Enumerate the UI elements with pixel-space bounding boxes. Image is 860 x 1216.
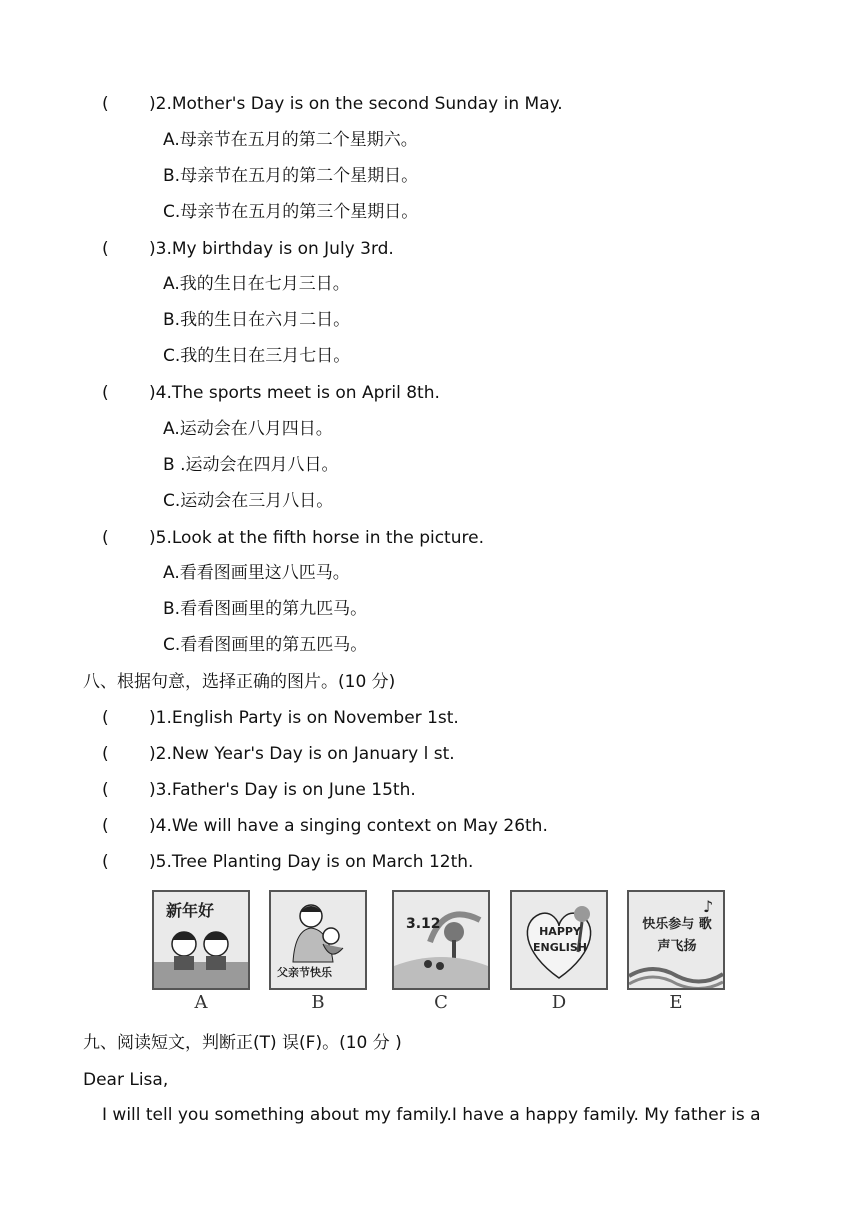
option-c: C.运动会在三月八日。	[163, 491, 334, 511]
answer-blank[interactable]: (	[102, 708, 109, 728]
picture-b-letter: B	[311, 992, 325, 1013]
question-text: )5.Tree Planting Day is on March 12th.	[149, 852, 474, 872]
picture-c-letter: C	[434, 992, 448, 1013]
section-9-title: 九、阅读短文，判断正(T) 误(F)。(10 分 )	[83, 1033, 402, 1053]
answer-blank[interactable]: (	[102, 383, 109, 403]
answer-blank[interactable]: (	[102, 94, 109, 114]
question-text: )3.Father's Day is on June 15th.	[149, 780, 416, 800]
option-a: A.我的生日在七月三日。	[163, 274, 350, 294]
picture-c-text: 3.12	[406, 916, 441, 932]
picture-a-letter: A	[194, 992, 208, 1013]
answer-blank[interactable]: (	[102, 239, 109, 259]
picture-b	[269, 890, 367, 990]
picture-d	[510, 890, 608, 990]
svg-text:♪: ♪	[703, 897, 714, 916]
picture-d-letter: D	[551, 992, 567, 1013]
picture-a-text: 新年好	[166, 901, 215, 920]
answer-blank[interactable]: (	[102, 528, 109, 548]
question-text: )5.Look at the fifth horse in the picture.	[149, 528, 484, 548]
option-a: A.母亲节在五月的第二个星期六。	[163, 130, 418, 150]
picture-b-text: 父亲节快乐	[277, 966, 332, 979]
picture-e-letter: E	[669, 992, 683, 1013]
option-b: B.母亲节在五月的第二个星期日。	[163, 166, 419, 186]
question-text: )4.We will have a singing context on May 26th.	[149, 816, 548, 836]
tree-planting-icon	[394, 892, 488, 988]
question-text: )3.My birthday is on July 3rd.	[149, 239, 394, 259]
option-a: A.运动会在八月四日。	[163, 419, 333, 439]
picture-e-text: 快乐参与 歌声飞扬	[642, 917, 712, 954]
option-c: C.我的生日在三月七日。	[163, 346, 351, 366]
picture-d-text: HAPPY ENGLISH	[533, 925, 587, 954]
picture-c	[392, 890, 490, 990]
question-text: )2.New Year's Day is on January l st.	[149, 744, 455, 764]
option-a: A.看看图画里这八匹马。	[163, 563, 350, 583]
picture-options	[150, 888, 730, 1016]
question-text: )4.The sports meet is on April 8th.	[149, 383, 440, 403]
letter-greeting: Dear Lisa,	[83, 1070, 169, 1090]
option-b: B.我的生日在六月二日。	[163, 310, 351, 330]
question-text: )2.Mother's Day is on the second Sunday in May.	[149, 94, 563, 114]
letter-body: I will tell you something about my family.I have a happy family. My father is a	[102, 1105, 761, 1125]
section-8-title: 八、根据句意，选择正确的图片。(10 分)	[83, 672, 396, 692]
answer-blank[interactable]: (	[102, 744, 109, 764]
question-text: )1.English Party is on November 1st.	[149, 708, 459, 728]
option-b: B.看看图画里的第九匹马。	[163, 599, 368, 619]
answer-blank[interactable]: (	[102, 852, 109, 872]
picture-e	[627, 890, 725, 990]
option-c: C.看看图画里的第五匹马。	[163, 635, 368, 655]
option-b: B .运动会在四月八日。	[163, 455, 339, 475]
answer-blank[interactable]: (	[102, 816, 109, 836]
option-c: C.母亲节在五月的第三个星期日。	[163, 202, 419, 222]
answer-blank[interactable]: (	[102, 780, 109, 800]
picture-a	[152, 890, 250, 990]
